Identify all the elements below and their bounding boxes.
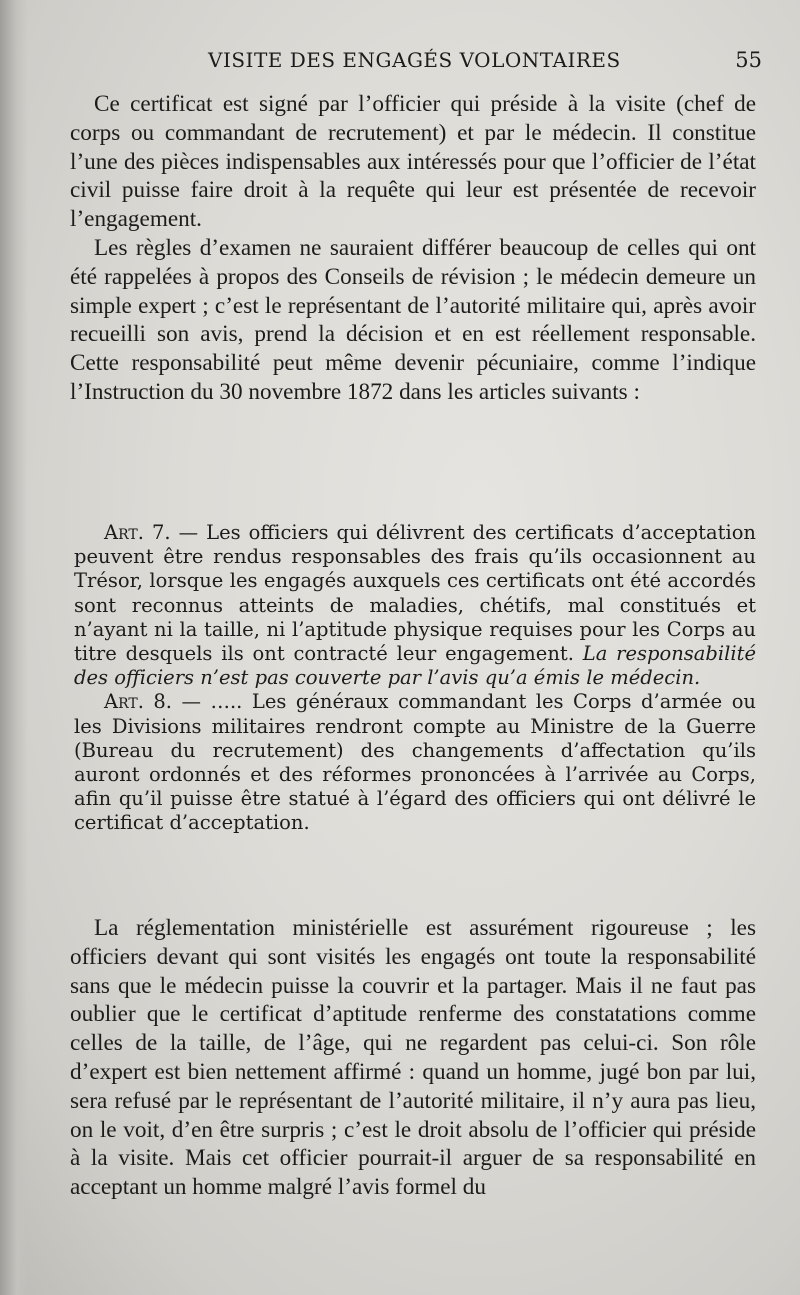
article-7-dash: — (170, 521, 207, 544)
article-7 (74, 521, 756, 690)
paragraph-regles: Les règles d’examen ne sauraient différer beaucoup de celles qui ont été rappelées à propos des Conseils de révision ; le médecin demeure un simple expert ; c’est le représentant de l’autorité militaire qui, après avoir recueilli son avis, prend la décision et en est réellement responsable. Cette responsabilité peut même devenir pécuniaire, comme l’indique l’Instruction du 30 novembre 1872 dans les articles suivants : (70, 234, 756, 405)
article-8-dash: — ….. (172, 690, 252, 714)
article-7-label: Art. 7. (104, 521, 171, 544)
article-8 (74, 690, 756, 835)
intro-paragraphs (70, 90, 756, 407)
page-header (70, 48, 762, 78)
article-8-text: Les généraux commandant les Corps d’armée ou les Divisions militaires rendront compte au Ministre de la Guerre (Bureau du recrutement) des changements d’affectation qu’ils auront ordonnés et des réformes prononcées à l’arrivée au Corps, afin qu’il puisse être statué à l’égard des officiers qui ont délivré le certificat d’acceptation. (74, 690, 756, 835)
article-7-italic: La responsabilité des officiers n’est pas couverte par l’avis qu’a émis le médecin. (74, 642, 757, 690)
paragraph-reglementation: La réglementation ministérielle est assurément rigoureuse ; les officiers devant qui sont visités les engagés ont toute la responsabilité sans que le médecin puisse la couvrir et la partager. Mais il ne faut pas oublier que le certificat d’aptitude renferme des constatations comme celles de la taille, de l’âge, qui ne regardent pas celui-ci. Son rôle d’expert est bien nettement affirmé : quand un homme, jugé bon par lui, sera refusé par le représentant de l’autorité militaire, il n’y aura pas lieu, on le voit, d’en être surpris ; c’est le droit absolu de l’officier qui préside à la visite. Mais cet officier pourrait-il arguer de sa responsabilité en acceptant un homme malgré l’avis formel du (70, 915, 756, 1201)
closing-paragraph-block (70, 914, 756, 1202)
paragraph-certificat: Ce certificat est signé par l’officier qui préside à la visite (chef de corps ou commandant de recrutement) et par le médecin. Il constitue l’une des pièces indispensables aux intéressés pour que l’officier de l’état civil puisse faire droit à la requête qui leur est présentée de recevoir l’engagement. (70, 91, 756, 233)
article-7-text: Les officiers qui délivrent des certificats d’acceptation peuvent être rendus responsables des frais qu’ils occasionnent au Trésor, lorsque les engagés auxquels ces certificats ont été accordés sont reconnus atteints de maladies, chétifs, mal constitués et n’ayant ni la taille, ni l’aptitude physique requises pour les Corps au titre desquels ils ont contracté leur engagement. (74, 521, 756, 666)
quoted-articles (74, 521, 756, 836)
running-title: VISITE DES ENGAGÉS VOLONTAIRES (208, 48, 621, 72)
page-number: 55 (735, 48, 762, 72)
page-gutter-shadow (0, 0, 28, 1295)
article-8-label: Art. 8. (104, 690, 173, 714)
